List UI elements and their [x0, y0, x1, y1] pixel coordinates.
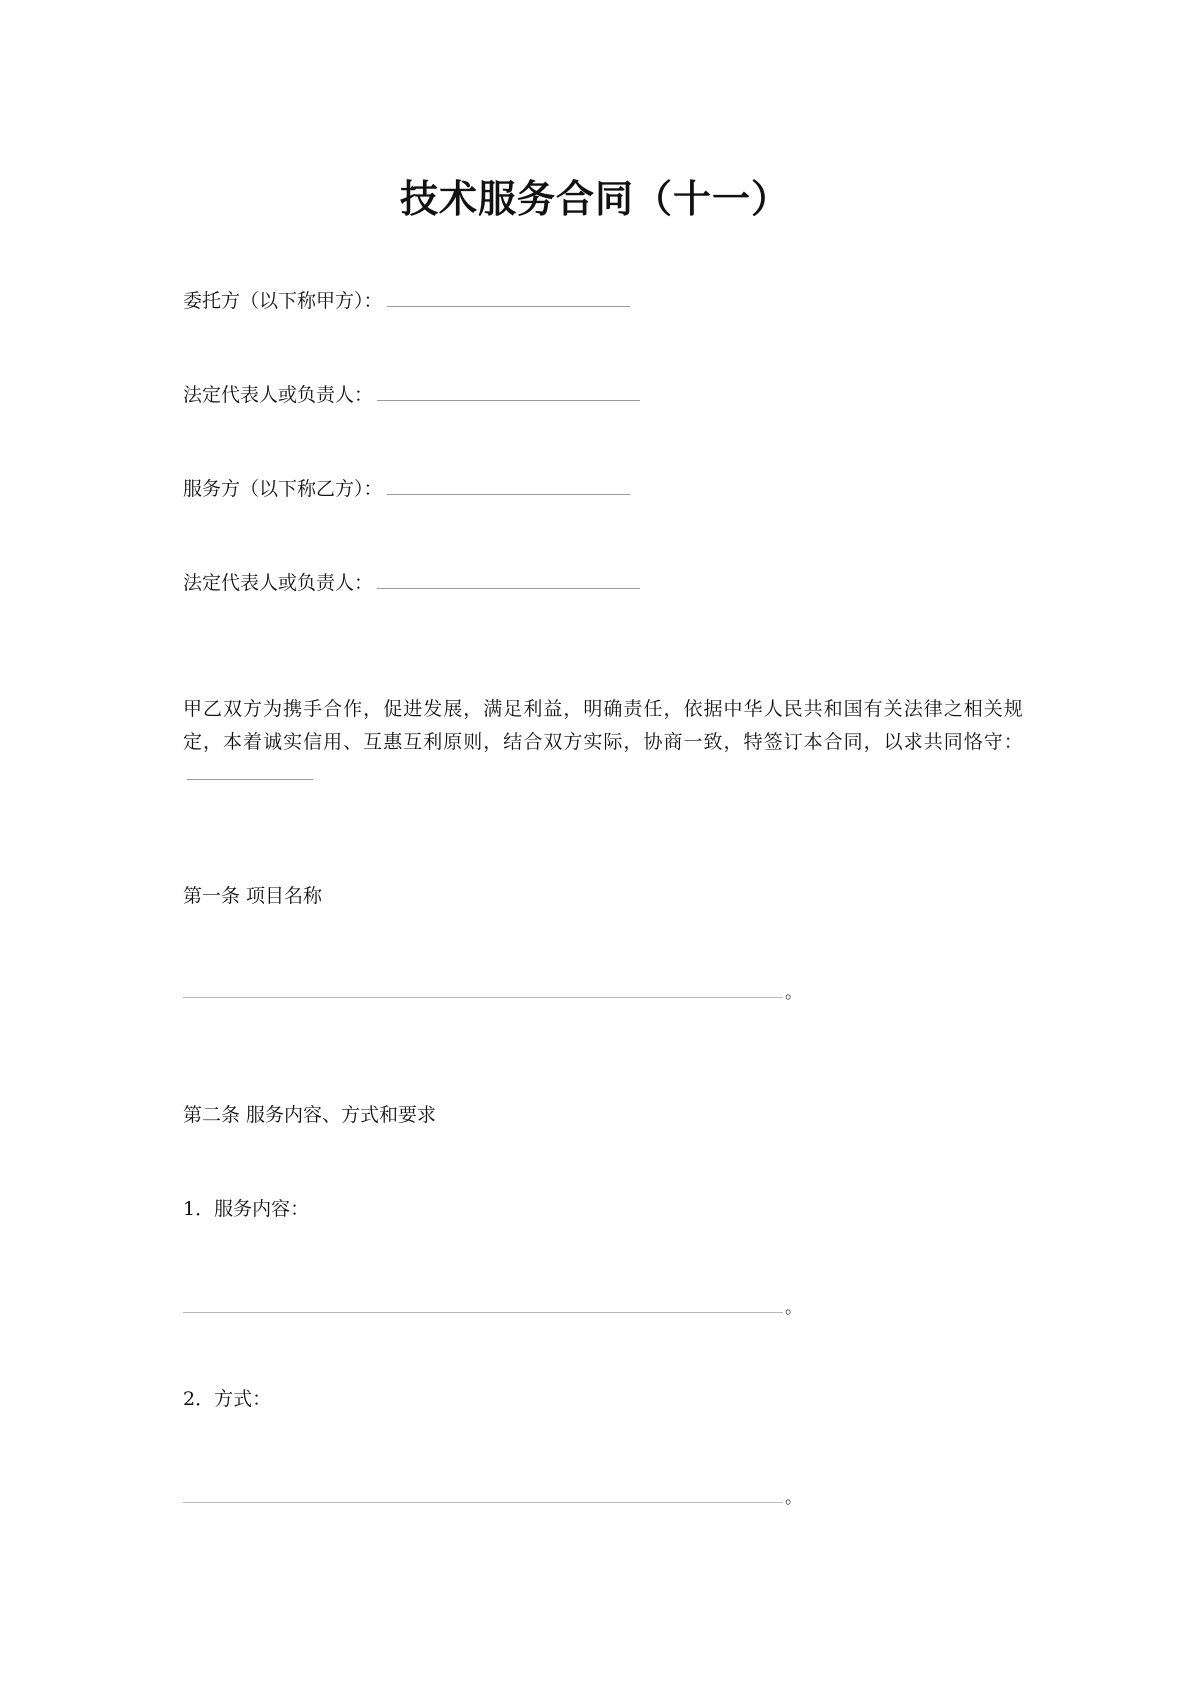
- service-method-field[interactable]: [183, 1486, 783, 1503]
- document-title: 技术服务合同（十一）: [399, 177, 790, 221]
- party-a-representative-field[interactable]: [377, 382, 640, 401]
- party-a-label: 委托方（以下称甲方）：: [183, 290, 383, 312]
- article-1-project-name-field[interactable]: [183, 981, 783, 998]
- preamble-blank-field[interactable]: [187, 761, 313, 780]
- party-b-representative-row: [183, 570, 640, 595]
- article-2-item-1-label: 1．服务内容：: [183, 1198, 310, 1220]
- party-b-representative-field[interactable]: [377, 570, 640, 589]
- party-b-row: [183, 476, 630, 501]
- service-content-field[interactable]: [183, 1296, 783, 1313]
- article-2-item-2-label: 2．方式：: [183, 1388, 272, 1410]
- article-2-item-2-fill-row: [183, 1485, 802, 1510]
- item-1-period: 。: [785, 1298, 802, 1318]
- party-a-field[interactable]: [387, 288, 630, 307]
- party-b-label: 服务方（以下称乙方）：: [183, 478, 383, 500]
- preamble-text: 甲乙双方为携手合作，促进发展，满足利益，明确责任，依据中华人民共和国有关法律之相关规定，本着诚实信用、互惠互利原则，结合双方实际，协商一致，特签订本合同，以求共同恪守：: [183, 698, 1023, 753]
- article-1-period: 。: [785, 983, 802, 1003]
- party-a-representative-label: 法定代表人或负责人：: [183, 384, 374, 406]
- party-a-row: [183, 288, 630, 313]
- item-2-period: 。: [785, 1488, 802, 1508]
- party-b-field[interactable]: [387, 476, 630, 495]
- preamble-paragraph: [183, 693, 1023, 791]
- party-b-representative-label: 法定代表人或负责人：: [183, 572, 374, 594]
- article-2-item-1-fill-row: [183, 1295, 802, 1320]
- article-2-heading: 第二条 服务内容、方式和要求: [183, 1104, 437, 1126]
- party-a-representative-row: [183, 382, 640, 407]
- article-1-heading: 第一条 项目名称: [183, 885, 323, 907]
- article-1-fill-row: [183, 980, 802, 1005]
